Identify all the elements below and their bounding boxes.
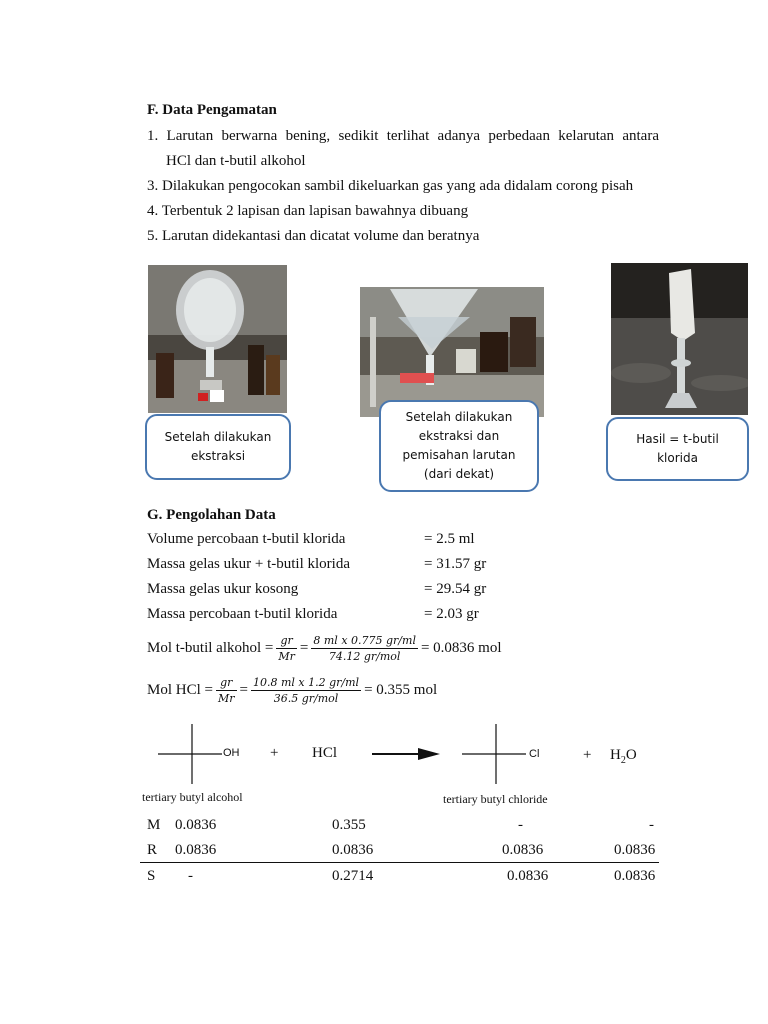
table-cell: 0.0836 bbox=[332, 842, 374, 858]
data-row-value: = 29.54 gr bbox=[424, 581, 487, 597]
table-divider bbox=[140, 862, 659, 863]
table-cell: 0.355 bbox=[332, 817, 366, 833]
table-cell: - bbox=[518, 817, 523, 833]
water-h: H bbox=[610, 747, 621, 763]
hcl-formula: HCl bbox=[312, 745, 338, 761]
reaction-arrow-icon bbox=[372, 748, 440, 760]
fraction-values bbox=[311, 634, 418, 663]
hydroxyl-label: OH bbox=[223, 747, 240, 759]
chlorine-label: Cl bbox=[529, 748, 540, 760]
table-cell: 0.0836 bbox=[175, 842, 217, 858]
table-cell: 0.0836 bbox=[175, 817, 217, 833]
table-cell: 0.0836 bbox=[507, 868, 549, 884]
table-cell: - bbox=[649, 817, 654, 833]
fraction-denominator: 36.5 gr/mol bbox=[273, 691, 339, 705]
table-cell: 0.0836 bbox=[614, 868, 656, 884]
water-o: O bbox=[625, 747, 637, 763]
observation-item-1-line-2: HCl dan t-butil alkohol bbox=[166, 153, 306, 169]
table-row-label: S bbox=[147, 868, 156, 884]
fraction-numerator: 8 ml x 0.775 gr/ml bbox=[313, 633, 416, 647]
water-formula bbox=[610, 747, 637, 766]
fraction-values bbox=[251, 676, 361, 705]
equation-result: = 0.355 mol bbox=[364, 681, 438, 698]
equals-sign: = bbox=[239, 681, 248, 698]
equation-label: Mol HCl = bbox=[147, 681, 213, 698]
observation-item-4: 4. Terbentuk 2 lapisan dan lapisan bawahnya dibuang bbox=[147, 203, 469, 219]
table-cell: 0.2714 bbox=[332, 868, 374, 884]
table-row-label: M bbox=[147, 817, 161, 833]
data-row-value: = 2.5 ml bbox=[424, 531, 475, 547]
fraction-numerator: 10.8 ml x 1.2 gr/ml bbox=[252, 675, 360, 689]
observation-item-5: 5. Larutan didekantasi dan dicatat volume dan beratnya bbox=[147, 228, 480, 244]
fraction-denominator: Mr bbox=[217, 691, 235, 705]
table-row-label: R bbox=[147, 842, 158, 858]
equation-label: Mol t-butil alkohol = bbox=[147, 639, 274, 656]
plus-sign: + bbox=[270, 745, 279, 761]
equation-result: = 0.0836 mol bbox=[420, 639, 502, 656]
data-row-value: = 31.57 gr bbox=[424, 556, 487, 572]
fraction-gr-mr bbox=[276, 634, 297, 663]
photo-caption-3: Hasil = t-butil klorida bbox=[606, 417, 749, 481]
equals-sign: = bbox=[299, 639, 309, 656]
observation-item-3: 3. Dilakukan pengocokan sambil dikeluarkan gas yang ada didalam corong pisah bbox=[147, 178, 634, 194]
table-cell: 0.0836 bbox=[502, 842, 544, 858]
product-name: tertiary butyl chloride bbox=[443, 792, 548, 806]
t-butyl-chloride-structure bbox=[462, 724, 526, 784]
reactant-name: tertiary butyl alcohol bbox=[142, 790, 243, 804]
reaction-scheme bbox=[140, 718, 660, 790]
photo-caption-2: Setelah dilakukan ekstraksi dan pemisahan larutan (dari dekat) bbox=[379, 400, 539, 492]
table-cell: 0.0836 bbox=[614, 842, 656, 858]
fraction-gr-mr bbox=[216, 676, 237, 705]
t-butyl-alcohol-structure bbox=[158, 724, 222, 784]
section-g-heading: G. Pengolahan Data bbox=[147, 507, 276, 523]
data-row-label: Volume percobaan t-butil klorida bbox=[147, 531, 346, 547]
photo-product-t-butyl-chloride bbox=[611, 263, 748, 415]
water-subscript: 2 bbox=[620, 755, 626, 766]
fraction-denominator: Mr bbox=[278, 649, 295, 663]
table-cell: - bbox=[188, 868, 193, 884]
data-row-value: = 2.03 gr bbox=[424, 606, 479, 622]
photo-funnel-closeup bbox=[360, 287, 544, 417]
data-row-label: Massa gelas ukur + t-butil klorida bbox=[147, 556, 351, 572]
plus-sign: + bbox=[583, 747, 592, 763]
photo-caption-1: Setelah dilakukan ekstraksi bbox=[145, 414, 291, 480]
data-row-label: Massa percobaan t-butil klorida bbox=[147, 606, 338, 622]
data-row-label: Massa gelas ukur kosong bbox=[147, 581, 299, 597]
fraction-denominator: 74.12 gr/mol bbox=[328, 649, 401, 663]
section-f-heading: F. Data Pengamatan bbox=[147, 102, 277, 118]
fraction-numerator: gr bbox=[276, 634, 297, 649]
fraction-numerator: gr bbox=[216, 676, 237, 691]
equation-mol-hcl bbox=[147, 672, 440, 708]
photo-separatory-funnel bbox=[148, 265, 287, 413]
equation-mol-alcohol bbox=[147, 630, 505, 666]
observation-item-1-line-1: 1. Larutan berwarna bening, sedikit terlihat adanya perbedaan kelarutan antara bbox=[147, 128, 659, 144]
